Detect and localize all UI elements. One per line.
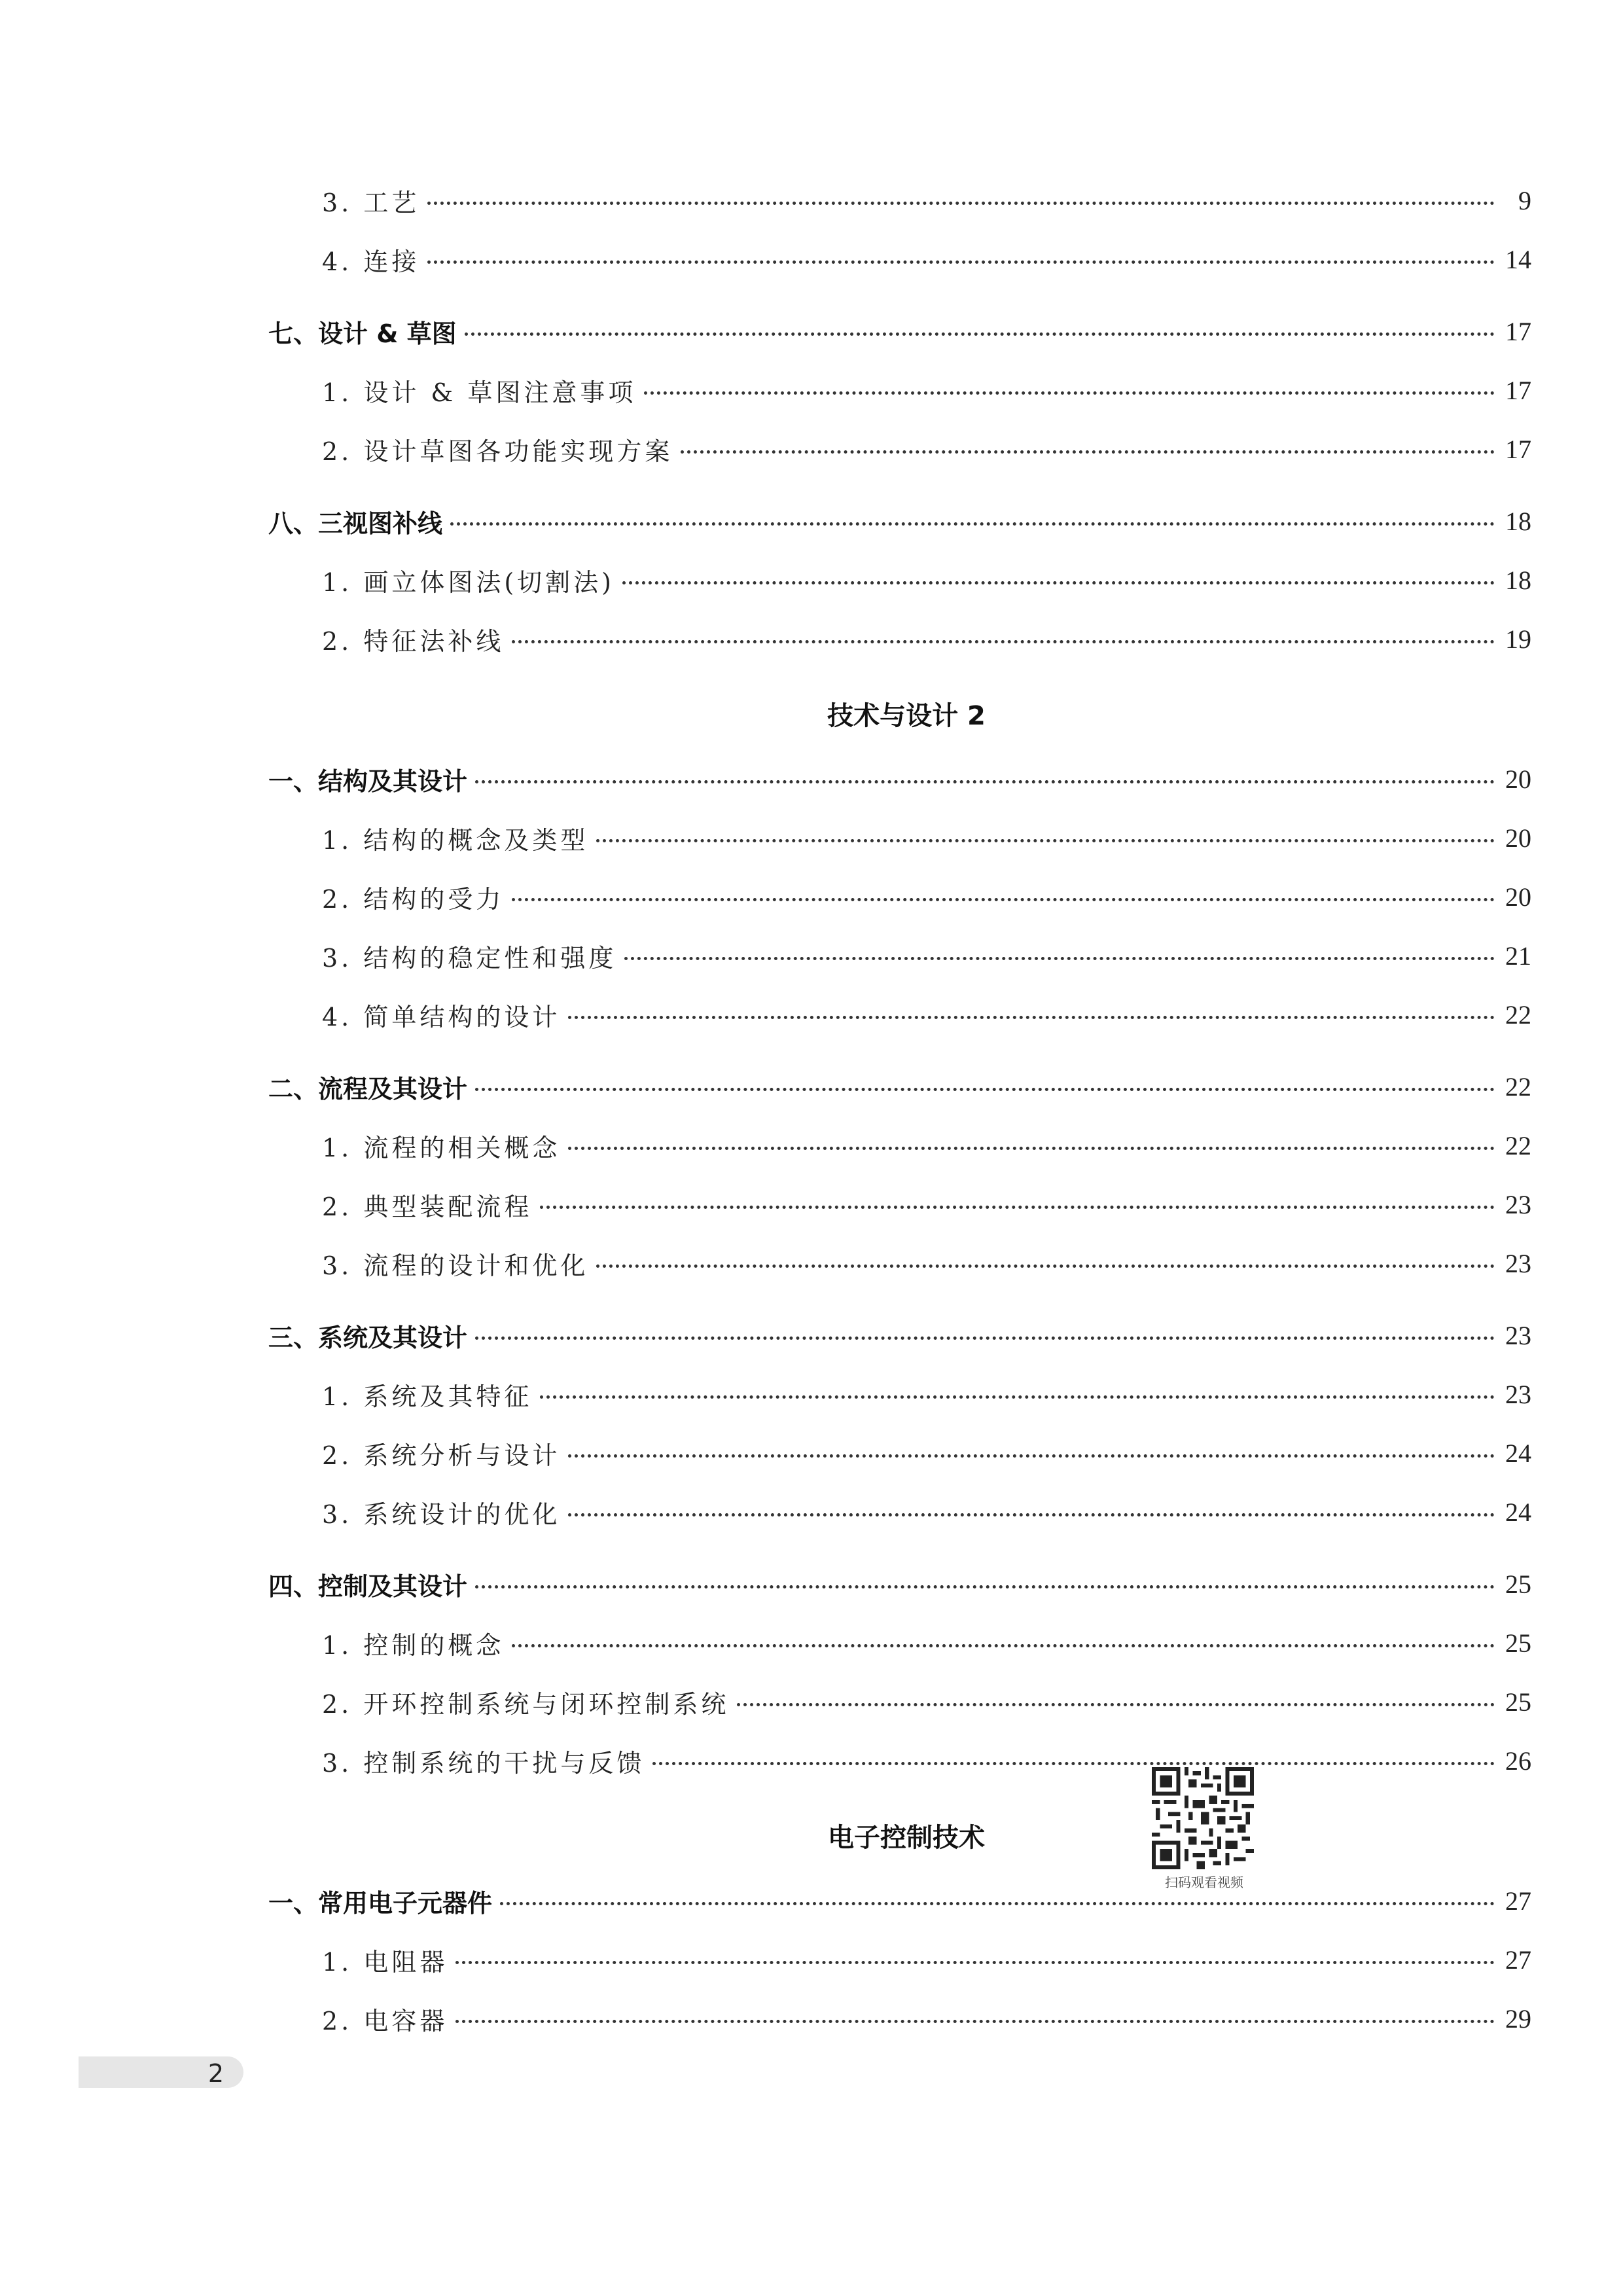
qr-code-icon [1152,1767,1254,1869]
qr-code-block[interactable] [1152,1767,1257,1891]
toc-entry-title: 1. 系统及其特征 [322,1382,533,1411]
dot-leader [622,581,1495,584]
dot-leader [455,1961,1495,1964]
toc-chapter[interactable] [268,1564,1531,1604]
toc-entry[interactable] [268,1999,1531,2038]
toc-entry-title: 3. 流程的设计和优化 [322,1251,589,1280]
toc-chapter-page: 18 [1505,506,1531,536]
toc-entry[interactable] [268,877,1531,916]
toc-entry-page: 17 [1505,434,1531,464]
toc-entry-page: 21 [1505,941,1531,971]
toc-entry-page: 26 [1505,1746,1531,1776]
dot-leader [568,1147,1495,1150]
toc-entry-page: 18 [1505,565,1531,595]
toc-entry[interactable] [268,936,1531,975]
toc-entry-page: 22 [1505,999,1531,1030]
dot-leader [475,780,1495,783]
toc-entry-title: 1. 电阻器 [322,1947,448,1977]
toc-entry[interactable] [268,429,1531,469]
dot-leader [568,1513,1495,1516]
toc-entry-page: 24 [1505,1497,1531,1527]
toc-chapter[interactable] [268,1316,1531,1355]
toc-entry-page: 20 [1505,823,1531,853]
toc-entry-title: 2. 特征法补线 [322,626,505,656]
toc-entry-page: 25 [1505,1628,1531,1658]
toc-chapter[interactable] [268,501,1531,541]
toc-entry-title: 2. 典型装配流程 [322,1192,533,1221]
toc-entry-title: 2. 结构的受力 [322,884,505,914]
dot-leader [455,2020,1495,2023]
toc-entry[interactable] [268,1623,1531,1662]
toc-entry-page: 25 [1505,1687,1531,1717]
toc-entry[interactable] [268,1682,1531,1721]
dot-leader [540,1206,1495,1209]
toc-entry-page: 27 [1505,1945,1531,1975]
toc-entry-page: 19 [1505,624,1531,654]
toc-entry-page: 22 [1505,1130,1531,1160]
dot-leader [644,391,1495,395]
toc-entry[interactable] [268,1940,1531,1979]
dot-leader [681,450,1495,454]
toc-entry-title: 3. 结构的稳定性和强度 [322,943,617,973]
toc-chapter-page: 23 [1505,1320,1531,1350]
toc-chapter[interactable] [268,1881,1531,1920]
toc-entry[interactable] [268,370,1531,410]
toc-chapter[interactable] [268,312,1531,351]
toc-entry-page: 20 [1505,882,1531,912]
toc-entry[interactable] [268,240,1531,279]
toc-entry-page: 23 [1505,1248,1531,1278]
toc-chapter[interactable] [268,759,1531,798]
toc-chapter-page: 20 [1505,764,1531,794]
toc-entry-title: 1. 结构的概念及类型 [322,825,589,855]
toc-entry-title: 3. 系统设计的优化 [322,1499,561,1529]
toc-chapter-title: 八、三视图补线 [268,509,443,538]
page-number: 2 [207,2059,224,2088]
toc-entry[interactable] [268,560,1531,600]
toc-entry-title: 1. 画立体图法(切割法) [322,567,615,597]
toc-chapter-title: 四、控制及其设计 [268,1571,468,1601]
page-number-tab [79,2056,243,2088]
toc-chapter-title: 七、设计 & 草图 [268,319,457,348]
toc-chapter-page: 25 [1505,1569,1531,1599]
toc-entry-page: 9 [1518,185,1531,215]
toc-entry[interactable] [268,1244,1531,1283]
dot-leader [568,1454,1495,1458]
toc-entry-title: 1. 设计 & 草图注意事项 [322,378,637,407]
toc-entry[interactable] [268,818,1531,857]
dot-leader [475,1088,1495,1091]
toc-entry-page: 14 [1505,244,1531,274]
dot-leader [652,1762,1495,1765]
toc-entry-title: 1. 控制的概念 [322,1630,505,1660]
toc-entry-title: 3. 工艺 [322,188,420,217]
toc-entry-page: 23 [1505,1189,1531,1219]
toc-chapter[interactable] [268,1067,1531,1106]
section-heading: 电子控制技术 [828,1823,985,1853]
toc-entry-title: 4. 连接 [322,247,420,276]
toc-entry-title: 2. 设计草图各功能实现方案 [322,437,673,466]
toc-chapter-page: 22 [1505,1071,1531,1102]
toc-entry-page: 29 [1505,2003,1531,2034]
dot-leader [427,260,1495,264]
toc-entry-page: 17 [1505,375,1531,405]
toc-entry-page: 23 [1505,1379,1531,1409]
toc-entry[interactable] [268,1185,1531,1224]
toc-entry[interactable] [268,1492,1531,1532]
dot-leader [540,1395,1495,1399]
dot-leader [475,1336,1495,1340]
dot-leader [624,957,1495,960]
toc-chapter-title: 二、流程及其设计 [268,1074,468,1103]
toc-entry[interactable] [268,1126,1531,1165]
dot-leader [465,332,1495,336]
toc-entry-title: 3. 控制系统的干扰与反馈 [322,1748,645,1778]
toc-entry[interactable] [268,1741,1531,1780]
dot-leader [512,1644,1495,1647]
toc-entry-title: 2. 系统分析与设计 [322,1441,561,1470]
toc-chapter-title: 一、结构及其设计 [268,766,468,796]
dot-leader [596,1265,1495,1268]
dot-leader [737,1703,1495,1706]
toc-entry-title: 2. 电容器 [322,2006,448,2036]
dot-leader [500,1902,1495,1905]
dot-leader [512,640,1495,643]
dot-leader [512,898,1495,901]
toc-entry[interactable] [268,181,1531,220]
toc-entry-page: 24 [1505,1438,1531,1468]
dot-leader [475,1585,1495,1588]
toc-entry-title: 2. 开环控制系统与闭环控制系统 [322,1689,730,1719]
dot-leader [568,1016,1495,1019]
toc-entry[interactable] [268,1433,1531,1473]
toc-chapter-title: 三、系统及其设计 [268,1323,468,1352]
dot-leader [596,839,1495,842]
toc-entry[interactable] [268,995,1531,1034]
dot-leader [427,202,1495,205]
toc-entry[interactable] [268,1374,1531,1414]
qr-caption: 扫码观看视频 [1165,1874,1243,1890]
toc-chapter-title: 一、常用电子元器件 [268,1888,493,1918]
toc-chapter-page: 17 [1505,316,1531,346]
toc-entry[interactable] [268,619,1531,658]
section-heading: 技术与设计 2 [827,701,986,731]
dot-leader [450,522,1495,526]
toc-entry-title: 1. 流程的相关概念 [322,1133,561,1162]
toc-entry-title: 4. 简单结构的设计 [322,1002,561,1031]
toc-chapter-page: 27 [1505,1886,1531,1916]
